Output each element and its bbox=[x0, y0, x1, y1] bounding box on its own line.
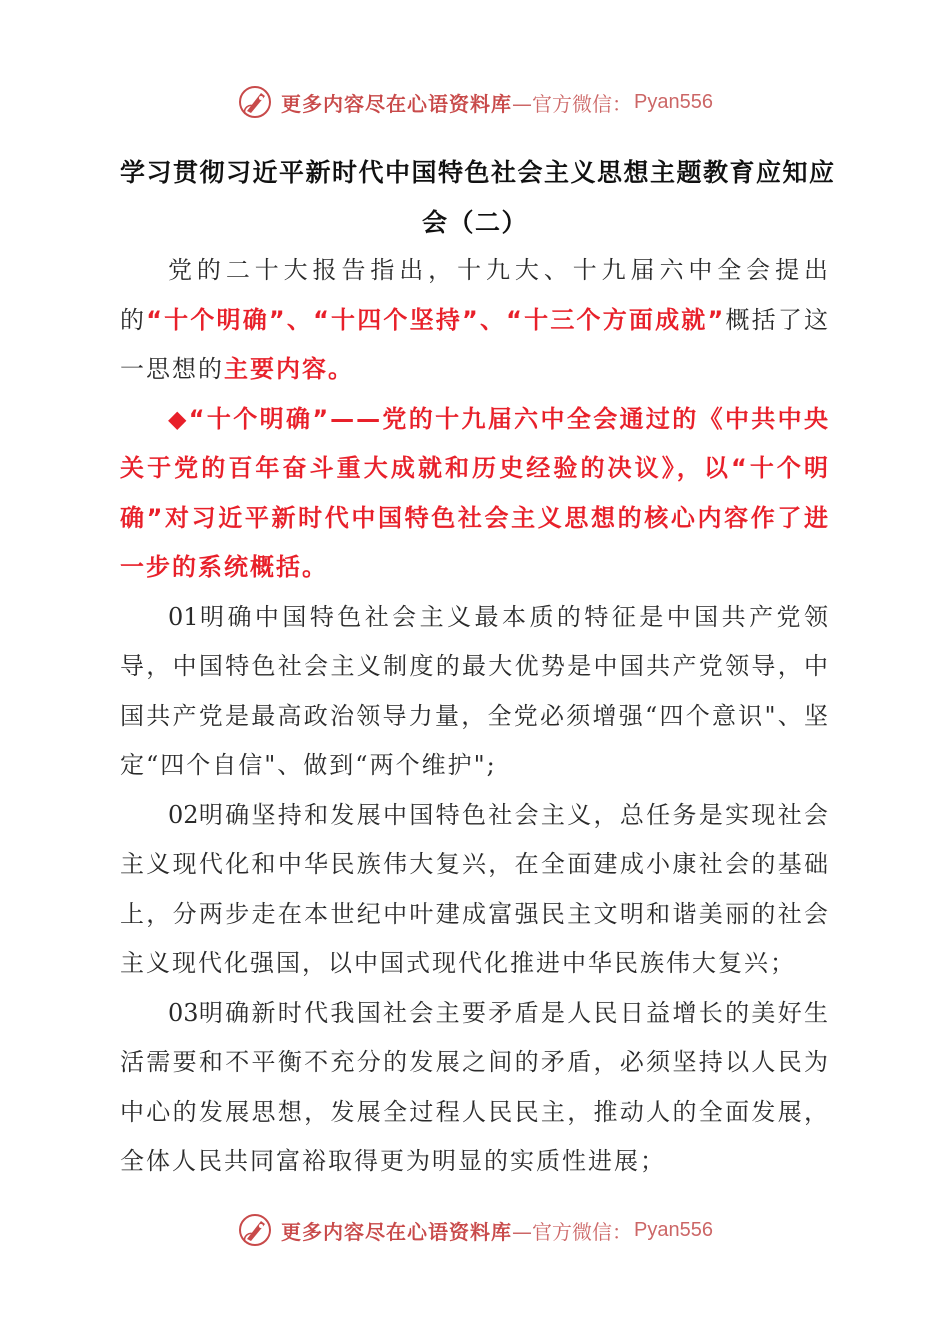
watermark-brand: 更多内容尽在心语资料库 bbox=[281, 91, 513, 116]
document-body bbox=[120, 246, 830, 1187]
pen-nib-logo-icon bbox=[237, 1212, 273, 1248]
watermark-banner-top bbox=[0, 82, 950, 122]
intro-text-1: 党的二十大报告指出，十九大、十九届六中全会提出的 bbox=[120, 256, 830, 334]
intro-paragraph bbox=[120, 246, 830, 395]
pen-nib-logo-icon bbox=[237, 84, 273, 120]
item-number: 02 bbox=[168, 800, 199, 829]
list-item bbox=[120, 791, 830, 989]
watermark-wechat-id: Pyan556 bbox=[634, 90, 713, 113]
item-text: 明确中国特色社会主义最本质的特征是中国共产党领导，中国特色社会主义制度的最大优势是中国共产党领导，中国共产党是最高政治领导力量，全党必须增强“四个意识"、坚定“四个自信"、做到“两个维护"; bbox=[120, 602, 830, 779]
intro-text-2: 概括了这一思想的 bbox=[120, 305, 831, 383]
title-line-1: 学习贯彻习近平新时代中国特色社会主义思想主题教育应知应 bbox=[120, 158, 836, 187]
title-line-2: 会（二） bbox=[421, 208, 528, 237]
document-title bbox=[120, 148, 836, 248]
watermark-brand: 更多内容尽在心语资料库 bbox=[281, 1219, 513, 1244]
item-text: 明确新时代我国社会主要矛盾是人民日益增长的美好生活需要和不平衡不充分的发展之间的矛盾，必须坚持以人民为中心的发展思想，发展全过程人民民主，推动人的全面发展，全体人民共同富裕取得更为明显的实质性进展； bbox=[120, 998, 830, 1175]
intro-highlight-keypoints: “十个明确”、“十四个坚持”、“十三个方面成就” bbox=[146, 305, 726, 334]
list-item bbox=[120, 989, 830, 1187]
item-number: 01 bbox=[168, 602, 199, 631]
intro-highlight-main-content: 主要内容。 bbox=[224, 355, 354, 383]
watermark-wechat-id: Pyan556 bbox=[634, 1218, 713, 1241]
watermark-label: —官方微信： bbox=[512, 91, 633, 116]
item-number: 03 bbox=[168, 998, 199, 1027]
watermark-banner-bottom bbox=[0, 1210, 950, 1250]
section-heading: ◆“十个明确”——党的十九届六中全会通过的《中共中央关于党的百年奋斗重大成就和历史经验的决议》，以“十个明确”对习近平新时代中国特色社会主义思想的核心内容作了进一步的系统概括。 bbox=[120, 404, 830, 581]
watermark-label: —官方微信： bbox=[512, 1219, 633, 1244]
list-item bbox=[120, 593, 830, 791]
item-text: 明确坚持和发展中国特色社会主义，总任务是实现社会主义现代化和中华民族伟大复兴，在全面建成小康社会的基础上，分两步走在本世纪中叶建成富强民主文明和谐美丽的社会主义现代化强国，以中国式现代化推进中华民族伟大复兴； bbox=[120, 800, 830, 977]
